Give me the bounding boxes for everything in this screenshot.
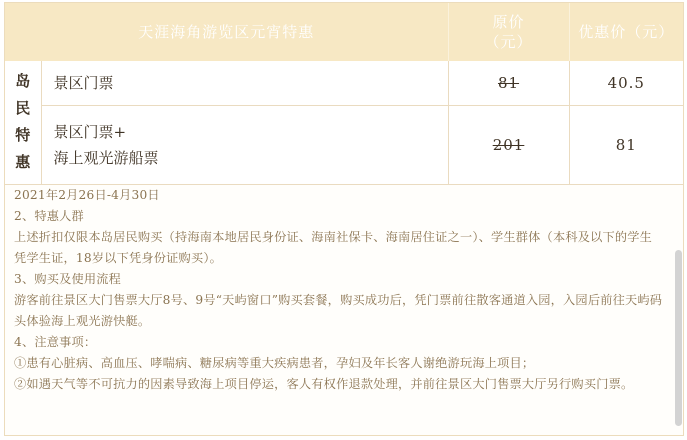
section-body: 上述折扣仅限本岛居民购买（持海南本地居民身份证、海南社保卡、海南居住证之一）、学生群体（本科及以下的学生凭学生证，18岁以下凭身份证购买）。: [14, 230, 653, 265]
table-header-row: [5, 3, 683, 61]
table-row: [5, 105, 683, 184]
header-original-price-label: 原价: [492, 13, 525, 31]
original-price: 81: [497, 73, 520, 92]
notice-item: ②如遇天气等不可抗力的因素导致海上项目停运，客人有权作退款处理，并前往景区大门售票大厅另行购买门票。: [14, 377, 634, 391]
side-label-char: 特: [15, 126, 31, 145]
item-cell: [41, 105, 448, 184]
header-discount-price: 优惠价（元）: [569, 3, 683, 61]
scrollbar-thumb[interactable]: [675, 250, 682, 426]
section-title: 2、特惠人群: [14, 209, 84, 223]
discount-price-cell: [569, 105, 683, 184]
section-title: 4、注意事项：: [14, 335, 97, 349]
side-label-char: 岛: [15, 72, 31, 91]
date-range: 2021年2月26日-4月30日: [14, 188, 160, 202]
item-name-line: 海上观光游船票: [53, 148, 159, 167]
section-body: 游客前往景区大门售票大厅8号、9号“天屿窗口”购买套餐，购买成功后，凭门票前往散客通道入园，入园后前往天屿码头体验海上观光游快艇。: [14, 293, 663, 328]
side-label-char: 惠: [15, 153, 31, 172]
item-cell: [41, 61, 448, 105]
item-name: 景区门票: [53, 73, 114, 92]
discount-price: 81: [615, 135, 637, 154]
section-title: 3、购买及使用流程: [14, 272, 122, 286]
discount-price-cell: [569, 61, 683, 105]
original-price-cell: [448, 61, 569, 105]
price-table: [5, 3, 683, 185]
side-label-cell: [5, 61, 41, 184]
header-original-price-unit: （元）: [484, 33, 533, 51]
side-label-char: 民: [15, 99, 31, 118]
notice-item: ①患有心脏病、高血压、哮喘病、糖尿病等重大疾病患者，孕妇及年长客人谢绝游玩海上项目；: [14, 356, 535, 370]
notes-section: [14, 185, 664, 395]
original-price: 201: [492, 135, 525, 154]
item-name-line: 景区门票+: [53, 122, 127, 141]
discount-price: 40.5: [607, 73, 645, 92]
original-price-cell: [448, 105, 569, 184]
header-original-price: [448, 3, 569, 61]
header-title: 天涯海角游览区元宵特惠: [5, 3, 448, 61]
table-row: [5, 61, 683, 105]
